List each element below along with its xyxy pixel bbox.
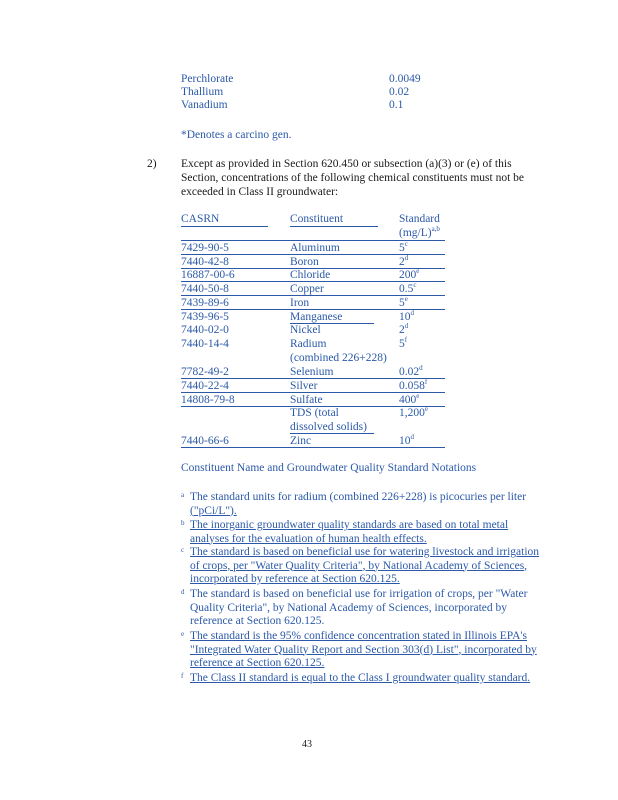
cell-constituent: Manganese bbox=[290, 311, 343, 323]
note-a bbox=[181, 491, 541, 518]
cell-constituent: Chloride bbox=[290, 269, 331, 281]
cell-constituent: Zinc bbox=[290, 435, 312, 447]
header-line bbox=[181, 226, 268, 227]
note-text: The standard is based on beneficial use for watering livestock and irrigation of crops, per "Water Quality Criteria", by National Academy of Sciences, incorporated by reference at Section 620.125. bbox=[190, 546, 540, 585]
note-d bbox=[181, 588, 541, 629]
standard-sup: e bbox=[416, 267, 420, 276]
note-mark: f bbox=[181, 672, 184, 680]
page-number: 43 bbox=[302, 739, 312, 750]
standard-value: 5 bbox=[399, 297, 405, 309]
carcinogen-note: *Denotes a carcino gen. bbox=[181, 129, 292, 141]
deleted-value: 0.0049 bbox=[389, 73, 421, 85]
cell-casrn: 7429-90-5 bbox=[181, 242, 229, 254]
standard-value: 0.02 bbox=[399, 366, 420, 378]
table-row-cont bbox=[181, 420, 451, 434]
header-casrn: CASRN bbox=[181, 213, 220, 225]
units-sup: a,b bbox=[431, 225, 440, 234]
units-text: (mg/L) bbox=[399, 227, 432, 239]
note-c bbox=[181, 546, 541, 587]
table-row bbox=[181, 379, 451, 393]
standard-sup: d bbox=[404, 254, 409, 263]
cell-constituent-cont: dissolved solids) bbox=[290, 421, 367, 433]
cell-casrn: 7440-42-8 bbox=[181, 256, 229, 268]
standard-value: 2 bbox=[399, 256, 405, 268]
standard-sup: e bbox=[424, 405, 428, 414]
cell-constituent: Nickel bbox=[290, 324, 321, 336]
note-mark: d bbox=[181, 588, 185, 596]
header-standard: Standard bbox=[399, 213, 440, 225]
cell-constituent: TDS (total bbox=[290, 407, 339, 419]
standard-sup: d bbox=[410, 433, 414, 442]
cell-constituent: Boron bbox=[290, 256, 319, 268]
standard-sup: e bbox=[416, 392, 420, 401]
deleted-name: Vanadium bbox=[181, 99, 228, 111]
notations-title: Constituent Name and Groundwater Quality Standard Notations bbox=[181, 462, 477, 474]
cell-casrn: 7440-22-4 bbox=[181, 380, 229, 392]
standard-value: 10 bbox=[399, 435, 411, 447]
cell-casrn: 7440-02-0 bbox=[181, 324, 229, 336]
cell-standard bbox=[399, 268, 419, 282]
cell-constituent: Iron bbox=[290, 297, 310, 309]
note-mark: c bbox=[181, 546, 185, 554]
standard-value: 5 bbox=[399, 242, 405, 254]
deleted-name: Thallium bbox=[181, 86, 224, 98]
cell-standard bbox=[399, 255, 408, 269]
table-row bbox=[181, 268, 451, 282]
standard-sup: d bbox=[419, 364, 423, 373]
note-f bbox=[181, 672, 541, 686]
deleted-name: Perchlorate bbox=[181, 73, 234, 85]
table-row bbox=[181, 337, 451, 351]
cell-standard bbox=[399, 241, 408, 255]
cell-casrn: 7782-49-2 bbox=[181, 366, 229, 378]
table-row bbox=[181, 241, 451, 255]
standard-sup: d bbox=[404, 322, 409, 331]
cell-constituent: Sulfate bbox=[290, 394, 323, 406]
table-row bbox=[181, 310, 451, 324]
cell-constituent: Radium bbox=[290, 338, 327, 350]
cell-standard bbox=[399, 282, 416, 296]
note-text: The standard is based on beneficial use for irrigation of crops, per "Water Quality Criteria", by National Academy of Sciences, incorporated by reference at Section 620.125. bbox=[190, 588, 528, 627]
cell-casrn: 7439-96-5 bbox=[181, 311, 229, 323]
cell-casrn: 7440-14-4 bbox=[181, 338, 229, 350]
note-text: The standard is the 95% confidence concentration stated in Illinois EPA's "Integrated Water Quality Report and Section 303(d) List", incorporated by reference at Section 620.125. bbox=[190, 630, 537, 669]
standard-sup: f bbox=[404, 336, 408, 345]
cell-standard bbox=[399, 393, 419, 407]
note-text-cont: ("pCi/L"). bbox=[190, 504, 237, 517]
standard-value: 0.5 bbox=[399, 283, 414, 295]
cell-standard bbox=[399, 379, 427, 393]
cell-casrn: 7439-89-6 bbox=[181, 297, 229, 309]
cell-constituent: Copper bbox=[290, 283, 324, 295]
standard-sup: c bbox=[404, 240, 408, 249]
deleted-row-vanadium bbox=[181, 99, 421, 112]
deleted-value: 0.1 bbox=[389, 99, 404, 111]
cell-casrn: 16887-00-6 bbox=[181, 269, 235, 281]
deleted-value: 0.02 bbox=[389, 86, 410, 98]
standard-sup: d bbox=[410, 309, 414, 318]
standard-value: 5 bbox=[399, 338, 405, 350]
cell-standard bbox=[399, 406, 428, 420]
deleted-row-perchlorate bbox=[181, 73, 421, 86]
cell-standard bbox=[399, 337, 407, 351]
standard-value: 2 bbox=[399, 324, 405, 336]
row-underline bbox=[181, 447, 445, 448]
standard-value: 1,200 bbox=[399, 407, 425, 419]
cell-standard bbox=[399, 323, 408, 337]
cell-standard bbox=[399, 434, 414, 448]
standard-value: 10 bbox=[399, 311, 411, 323]
table-row bbox=[181, 282, 451, 296]
table-row bbox=[181, 296, 451, 310]
note-text: The Class II standard is equal to the Class I groundwater quality standard. bbox=[190, 672, 531, 684]
table-row bbox=[181, 406, 451, 420]
note-mark: e bbox=[181, 630, 185, 638]
cell-constituent-cont: (combined 226+228) bbox=[290, 352, 387, 364]
deleted-row-thallium bbox=[181, 86, 421, 99]
note-e bbox=[181, 630, 541, 671]
note-mark: a bbox=[181, 491, 185, 499]
standard-sup: e bbox=[404, 295, 408, 304]
cell-casrn: 14808-79-8 bbox=[181, 394, 235, 406]
cell-constituent: Silver bbox=[290, 380, 318, 392]
note-mark: b bbox=[181, 519, 185, 527]
table-row-cont bbox=[181, 351, 451, 365]
standard-value: 400 bbox=[399, 394, 417, 406]
table-row bbox=[181, 323, 451, 337]
header-units bbox=[399, 226, 440, 240]
cell-casrn: 7440-66-6 bbox=[181, 435, 229, 447]
note-text: The standard units for radium (combined 226+228) is picocuries per liter bbox=[190, 491, 527, 503]
header-line bbox=[290, 226, 378, 227]
cell-standard bbox=[399, 296, 408, 310]
standard-value: 200 bbox=[399, 269, 417, 281]
cell-standard bbox=[399, 365, 423, 379]
standard-value: 0.058 bbox=[399, 380, 425, 392]
standard-sup: c bbox=[413, 281, 417, 290]
cell-casrn: 7440-50-8 bbox=[181, 283, 229, 295]
cell-constituent: Selenium bbox=[290, 366, 334, 378]
table-row bbox=[181, 393, 451, 407]
note-text: The inorganic groundwater quality standards are based on total metal analyses for the evaluation of human health effects. bbox=[190, 519, 509, 545]
note-body bbox=[190, 491, 541, 518]
table-row bbox=[181, 434, 451, 448]
section-text: Except as provided in Section 620.450 or subsection (a)(3) or (e) of this Section, concentrations of the following chemical constituents must not be exceeded in Class II groundwater: bbox=[181, 158, 525, 198]
standard-sup: f bbox=[424, 378, 428, 387]
header-constituent: Constituent bbox=[290, 213, 344, 225]
table-row bbox=[181, 365, 451, 379]
section-number: 2) bbox=[147, 158, 157, 170]
table-row bbox=[181, 255, 451, 269]
cell-constituent: Aluminum bbox=[290, 242, 340, 254]
note-b bbox=[181, 519, 541, 546]
